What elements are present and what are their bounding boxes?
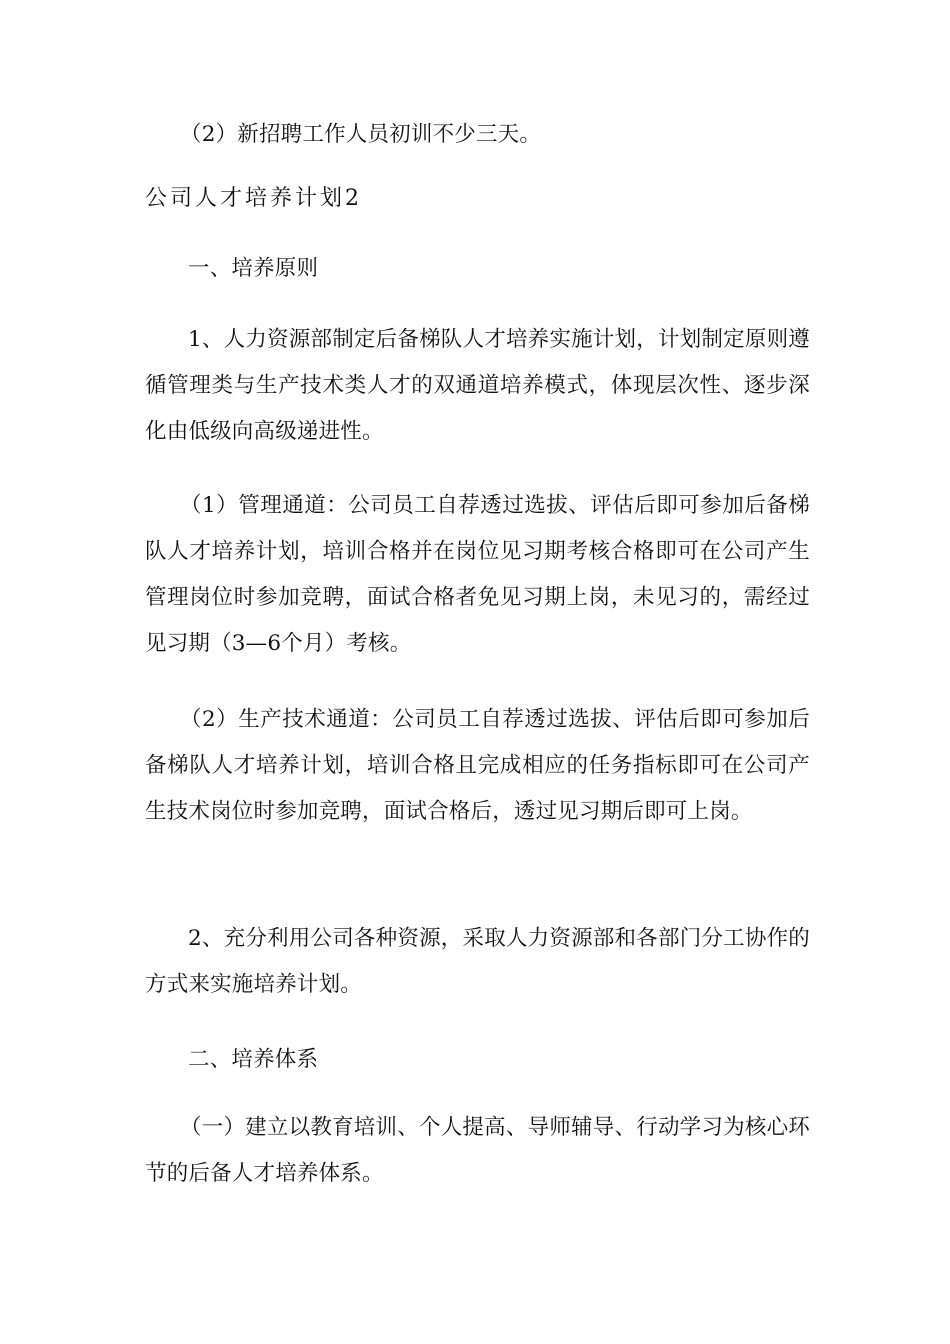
paragraph-initial-training: （2）新招聘工作人员初训不少三天。 (180, 122, 542, 147)
paragraph-principle-1: 1、人力资源部制定后备梯队人才培养实施计划，计划制定原则遵循管理类与生产技术类人才的双通道培养模式，体现层次性、逐步深化由低级向高级递进性。 (145, 327, 810, 444)
paragraph-technical-channel: （2）生产技术通道：公司员工自荐透过选拔、评估后即可参加后备梯队人才培养计划，培训合格且完成相应的任务指标即可在公司产生技术岗位时参加竞聘，面试合格后，透过见习期后即可上岗。 (145, 707, 810, 824)
heading-training-system: 二、培养体系 (188, 1047, 319, 1072)
paragraph-principle-2: 2、充分利用公司各种资源，采取人力资源部和各部门分工协作的方式来实施培养计划。 (145, 926, 810, 997)
paragraph-management-channel: （1）管理通道：公司员工自荐透过选拔、评估后即可参加后备梯队人才培养计划，培训合格并在岗位见习期考核合格即可在公司产生管理岗位时参加竞聘，面试合格者免见习期上岗，未见习的，需经过见习期（3—6个月）考核。 (145, 493, 810, 656)
paragraph-training-system-1: （一）建立以教育培训、个人提高、导师辅导、行动学习为核心环节的后备人才培养体系。 (145, 1115, 810, 1186)
section-title: 公司人才培养计划2 (145, 186, 362, 211)
heading-training-principles: 一、培养原则 (188, 256, 319, 281)
